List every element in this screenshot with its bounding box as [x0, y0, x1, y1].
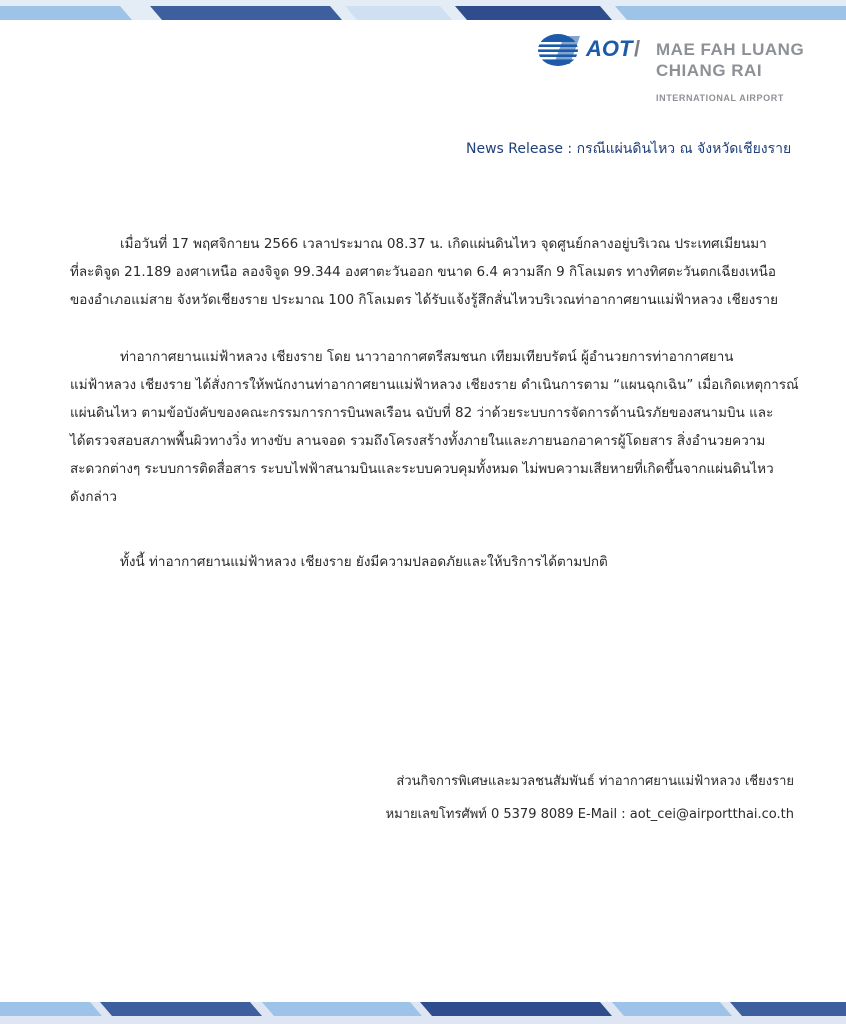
paragraph-line: ที่ละติจูด 21.189 องศาเหนือ ลองจิจูด 99.344 องศาตะวันออก ขนาด 6.4 ความลึก 9 กิโลเมตร ทางทิศตะวันตกเฉียงเหนือ [70, 264, 776, 280]
paragraph-line: ท่าอากาศยานแม่ฟ้าหลวง เชียงราย โดย นาวาอากาศตรีสมชนก เทียมเทียบรัตน์ ผู้อำนวยการท่าอากาศยาน [120, 349, 734, 365]
paragraph-line: แผ่นดินไหว ตามข้อบังคับของคณะกรรมการการบินพลเรือน ฉบับที่ 82 ว่าด้วยระบบการจัดการด้านนิรภัยของสนามบิน และ [70, 405, 774, 421]
logo-divider: / [634, 36, 641, 61]
paragraph-line: สะดวกต่างๆ ระบบการติดสื่อสาร ระบบไฟฟ้าสนามบินและระบบควบคุมทั้งหมด ไม่พบความเสียหายที่เกิดขึ้นจากแผ่นดินไหว [70, 461, 774, 477]
paragraph-line: เมื่อวันที่ 17 พฤศจิกายน 2566 เวลาประมาณ 08.37 น. เกิดแผ่นดินไหว จุดศูนย์กลางอยู่บริเวณ ประเทศเมียนมา [120, 236, 767, 252]
top-stripe-band [0, 0, 846, 20]
body-paragraph-1 [70, 230, 794, 314]
paragraph-line: ได้ตรวจสอบสภาพพื้นผิวทางวิ่ง ทางขับ ลานจอด รวมถึงโครงสร้างทั้งภายในและภายนอกอาคารผู้โดยสาร สิ่งอำนวยความ [70, 433, 766, 449]
aot-logo [530, 32, 830, 112]
paragraph-line: แม่ฟ้าหลวง เชียงราย ได้สั่งการให้พนักงานท่าอากาศยานแม่ฟ้าหลวง เชียงราย ดำเนินการตาม “แผนฉุกเฉิน” เมื่อเกิดเหตุการณ์ [70, 377, 799, 393]
body-paragraph-3 [70, 548, 794, 576]
bottom-stripe-band [0, 1002, 846, 1024]
body-paragraph-2 [70, 343, 799, 511]
paragraph-line: ทั้งนี้ ท่าอากาศยานแม่ฟ้าหลวง เชียงราย ยังมีความปลอดภัยและให้บริการได้ตามปกติ [120, 554, 608, 570]
logo-name-line3: INTERNATIONAL AIRPORT [656, 93, 784, 103]
paragraph-line: ดังกล่าว [70, 489, 117, 505]
paragraph-line: ของอำเภอแม่สาย จังหวัดเชียงราย ประมาณ 100 กิโลเมตร ได้รับแจ้งรู้สึกสั่นไหวบริเวณท่าอากาศยานแม่ฟ้าหลวง เชียงราย [70, 292, 778, 308]
logo-name-line2: CHIANG RAI [656, 61, 763, 80]
aot-globe-logo-icon [534, 32, 582, 68]
news-release-headline: News Release : กรณีแผ่นดินไหว ณ จังหวัดเชียงราย [466, 141, 792, 157]
logo-name-line1: MAE FAH LUANG [656, 40, 805, 59]
logo-brand-text: AOT [586, 36, 633, 61]
footer-department: ส่วนกิจการพิเศษและมวลชนสัมพันธ์ ท่าอากาศยานแม่ฟ้าหลวง เชียงราย [396, 774, 794, 789]
footer-contact: หมายเลขโทรศัพท์ 0 5379 8089 E-Mail : aot_cei@airportthai.co.th [385, 807, 794, 822]
